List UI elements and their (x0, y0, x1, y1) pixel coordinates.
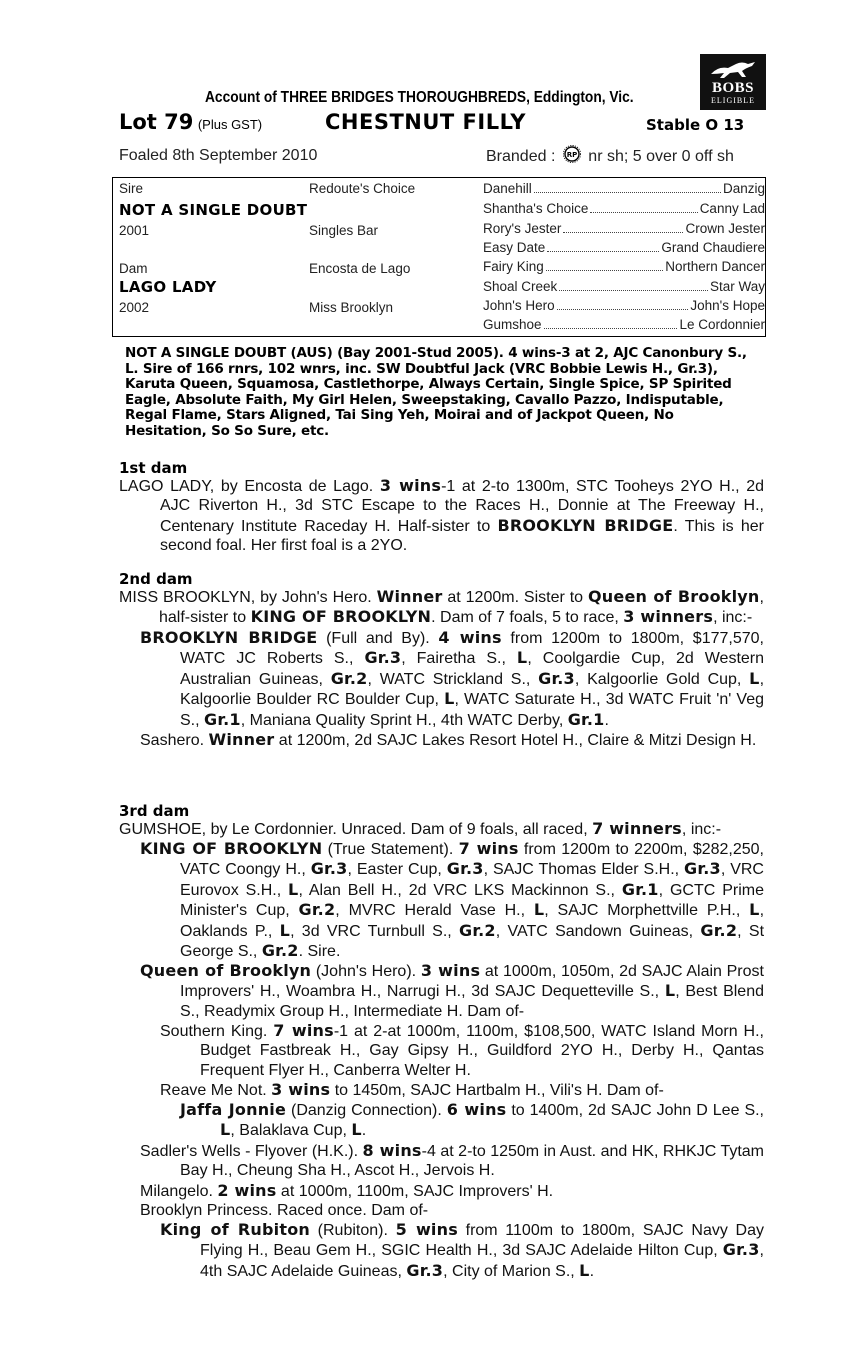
pedigree-paragraph: Sashero. Winner at 1200m, 2d SAJC Lakes Resort Hotel H., Claire & Mitzi Design H. (140, 730, 757, 749)
bold-highlight: Gr.3 (722, 1240, 760, 1260)
bold-highlight: 5 wins (395, 1220, 458, 1239)
lot-heading (119, 110, 262, 134)
bobs-logo (700, 54, 766, 110)
rp-brand-icon (562, 145, 582, 163)
pedigree-paragraph: Jaffa Jonnie (Danzig Connection). 6 wins to 1400m, 2d SAJC John D Lee S., L, Balaklava Cup, L. (180, 1100, 765, 1140)
bold-highlight: Gr.2 (261, 941, 299, 961)
bold-highlight: Gr.2 (700, 920, 738, 940)
pedigree-paragraph: King of Rubiton (Rubiton). 5 wins from 1100m to 1800m, SAJC Navy Day Flying H., Beau Gem H., SGIC Health H., 3d SAJC Adelaide Hilton Cup, Gr.3, 4th SAJC Adelaide Guineas, Gr.3, City of Marion S., L. (160, 1220, 764, 1280)
grandparent-row: John's Hero John's Hope (483, 298, 765, 313)
bold-highlight: BROOKLYN BRIDGE (140, 628, 318, 647)
bold-highlight: 3 wins (379, 476, 442, 495)
bold-highlight: Gr.1 (567, 709, 605, 729)
stable-number: Stable O 13 (646, 116, 745, 134)
horse-racing-icon (708, 58, 758, 80)
bold-highlight: L (749, 668, 760, 688)
bold-highlight: 6 wins (446, 1100, 507, 1119)
bold-highlight: Winner (376, 587, 443, 606)
grandparent-row: Danehill Danzig (483, 181, 765, 196)
bold-highlight: Gr.2 (298, 900, 336, 920)
bold-highlight: Queen of Brooklyn (140, 961, 312, 980)
bold-highlight: L (749, 900, 760, 920)
grandparent-row: Fairy King Northern Dancer (483, 259, 765, 274)
pedigree-paragraph: MISS BROOKLYN, by John's Hero. Winner at 1200m. Sister to Queen of Brooklyn, half-sister to KING OF BROOKLYN. Dam of 7 foals, 5 to race, 3 winners, inc:- (119, 587, 764, 627)
svg-text:RP: RP (566, 151, 578, 159)
third-dam-heading: 3rd dam (119, 802, 190, 820)
bold-highlight: L (664, 981, 676, 1001)
sire-name: NOT A SINGLE DOUBT (119, 201, 308, 219)
bold-highlight: Queen of Brooklyn (588, 587, 760, 606)
bold-highlight: L (279, 920, 291, 940)
branded-label: Branded : (486, 148, 556, 165)
foaled-date: Foaled 8th September 2010 (119, 147, 318, 164)
pedigree-paragraph: Sadler's Wells - Flyover (H.K.). 8 wins-4 at 2-to 1250m in Aust. and HK, RHKJC Tytam Bay H., Cheung Sha H., Ascot H., Jervois H. (140, 1141, 764, 1180)
sire-label: Sire (119, 181, 144, 196)
grandparent-row: Easy Date Grand Chaudiere (483, 240, 765, 255)
bold-highlight: L (516, 648, 528, 668)
pedigree-paragraph: Brooklyn Princess. Raced once. Dam of- (140, 1202, 429, 1219)
pedigree-paragraph: Queen of Brooklyn (John's Hero). 3 wins at 1000m, 1050m, 2d SAJC Alain Prost Improvers' H., Woambra H., Narrugi H., 3d SAJC Dequetteville S., L, Best Blend S., Readymix Group H., Intermediate H. Dam of- (140, 961, 765, 1020)
pedigree-table (112, 177, 766, 337)
bold-highlight: Gr.3 (310, 859, 348, 879)
bold-highlight: Gr.3 (538, 668, 575, 688)
dam-name: LAGO LADY (119, 278, 217, 296)
bold-highlight: 4 wins (438, 628, 502, 647)
bold-highlight: 8 wins (362, 1141, 422, 1160)
dam-dam: Miss Brooklyn (309, 300, 394, 315)
bold-highlight: 2 wins (217, 1181, 277, 1200)
logo-line2: ELIGIBLE (711, 96, 755, 105)
pedigree-paragraph: GUMSHOE, by Le Cordonnier. Unraced. Dam of 9 foals, all raced, 7 winners, inc:- (119, 819, 722, 838)
bold-highlight: 3 winners (623, 607, 714, 627)
grandparent-row: Rory's Jester Crown Jester (483, 221, 765, 236)
sire-sire: Redoute's Choice (309, 181, 416, 196)
grandparent-row: Shantha's Choice Canny Lad (483, 201, 765, 216)
bold-highlight: 7 winners (592, 819, 682, 838)
sire-year: 2001 (119, 223, 150, 238)
bold-highlight: KING OF BROOKLYN (250, 607, 432, 627)
pedigree-paragraph: Southern King. 7 wins-1 at 2-at 1000m, 1100m, $108,500, WATC Island Morn H., Budget Fastbreak H., Gay Gipsy H., Guildford 2YO H., Derby H., Qantas Frequent Flyer H., Canberra Welter H. (160, 1021, 764, 1079)
bold-highlight: L (444, 689, 455, 709)
colour-sex: CHESTNUT FILLY (325, 110, 526, 134)
grandparent-row: Gumshoe Le Cordonnier (483, 317, 765, 332)
first-dam-text: LAGO LADY, by Encosta de Lago. 3 wins-1 at 2-to 1300m, STC Tooheys 2YO H., 2d AJC Riverton H., 3d STC Escape to the Races H., Donnie at The Freeway H., Centenary Institute Raceday H. Half-sister to BROOKLYN BRIDGE. This is her second foal. Her first foal is a 2YO. (119, 476, 764, 555)
bold-highlight: L (533, 900, 545, 920)
bold-highlight: Gr.3 (684, 859, 721, 879)
logo-line1: BOBS (711, 80, 755, 96)
bold-highlight: Gr.3 (446, 859, 484, 879)
gst-note: (Plus GST) (197, 117, 263, 132)
bold-highlight: Gr.3 (364, 648, 402, 668)
bold-highlight: L (288, 879, 299, 899)
second-dam-heading: 2nd dam (119, 570, 193, 588)
sire-dam: Singles Bar (309, 223, 379, 238)
first-dam-heading: 1st dam (119, 459, 188, 477)
pedigree-paragraph: KING OF BROOKLYN (True Statement). 7 wins from 1200m to 2200m, $282,250, VATC Coongy H., Gr.3, Easter Cup, Gr.3, SAJC Thomas Elder S.H., Gr.3, VRC Eurovox S.H., L, Alan Bell H., 2d VRC LKS Mackinnon S., Gr.1, GCTC Prime Minister's Cup, Gr.2, MVRC Herald Vase H., L, SAJC Morphettville P.H., L, Oaklands P., L, 3d VRC Turnbull S., Gr.2, VATC Sandown Guineas, Gr.2, St George S., Gr.2. Sire. (140, 839, 765, 961)
vendor-account: Account of THREE BRIDGES THOROUGHBREDS, Eddington, Vic. (205, 89, 634, 106)
dam-label: Dam (119, 261, 148, 276)
bold-highlight: 3 wins (271, 1080, 331, 1099)
bold-highlight: Gr.2 (459, 920, 496, 940)
bold-highlight: 7 wins (458, 839, 519, 858)
dam-sire: Encosta de Lago (309, 261, 411, 276)
sire-summary: NOT A SINGLE DOUBT (AUS) (Bay 2001-Stud 2005). 4 wins-3 at 2, AJC Canonbury S., L. Sire of 166 rnrs, 102 wnrs, inc. SW Doubtful Jack (VRC Bobbie Lewis H., Gr.3), Karuta Queen, Squamosa, Castlethorpe, Always Certain, Single Spice, SP Spirited Eagle, Absolute Faith, My Girl Helen, Sweepstaking, Cavallo Pazzo, Indisputable, Regal Flame, Stars Aligned, Tai Sing Yeh, Moirai and of Jackpot Queen, No Hesitation, So So Sure, etc. (125, 345, 747, 439)
bold-highlight: Gr.3 (406, 1260, 444, 1280)
bold-highlight: L (579, 1260, 590, 1280)
pedigree-paragraph: BROOKLYN BRIDGE (Full and By). 4 wins from 1200m to 1800m, $177,570, WATC JC Roberts S., Gr.3, Fairetha S., L, Coolgardie Cup, 2d Western Australian Guineas, Gr.2, WATC Strickland S., Gr.3, Kalgoorlie Gold Cup, L, Kalgoorlie Boulder RC Boulder Cup, L, WATC Saturate H., 3d WATC Fruit 'n' Veg S., Gr.1, Maniana Quality Sprint H., 4th WATC Derby, Gr.1. (140, 628, 765, 729)
bold-highlight: BROOKLYN BRIDGE (497, 515, 674, 535)
bold-highlight: 3 wins (420, 961, 481, 980)
dam-year: 2002 (119, 300, 150, 315)
pedigree-paragraph: Reave Me Not. 3 wins to 1450m, SAJC Hartbalm H., Vili's H. Dam of- (160, 1080, 664, 1099)
grandparent-row: Shoal Creek Star Way (483, 279, 765, 294)
bold-highlight: 7 wins (273, 1021, 334, 1040)
bold-highlight: King of Rubiton (160, 1220, 310, 1239)
bold-highlight: L (220, 1120, 231, 1140)
bold-highlight: Gr.1 (204, 709, 241, 729)
bold-highlight: Jaffa Jonnie (180, 1100, 287, 1119)
branded-line (486, 145, 734, 166)
bold-highlight: KING OF BROOKLYN (140, 839, 323, 858)
lot-number: Lot 79 (119, 110, 194, 134)
pedigree-paragraph: Milangelo. 2 wins at 1000m, 1100m, SAJC Improvers' H. (140, 1181, 554, 1200)
bold-highlight: L (351, 1120, 362, 1140)
branded-marks: nr sh; 5 over 0 off sh (588, 148, 734, 165)
bold-highlight: Gr.1 (621, 879, 659, 899)
bold-highlight: Gr.2 (330, 668, 368, 688)
bold-highlight: Winner (208, 730, 275, 749)
